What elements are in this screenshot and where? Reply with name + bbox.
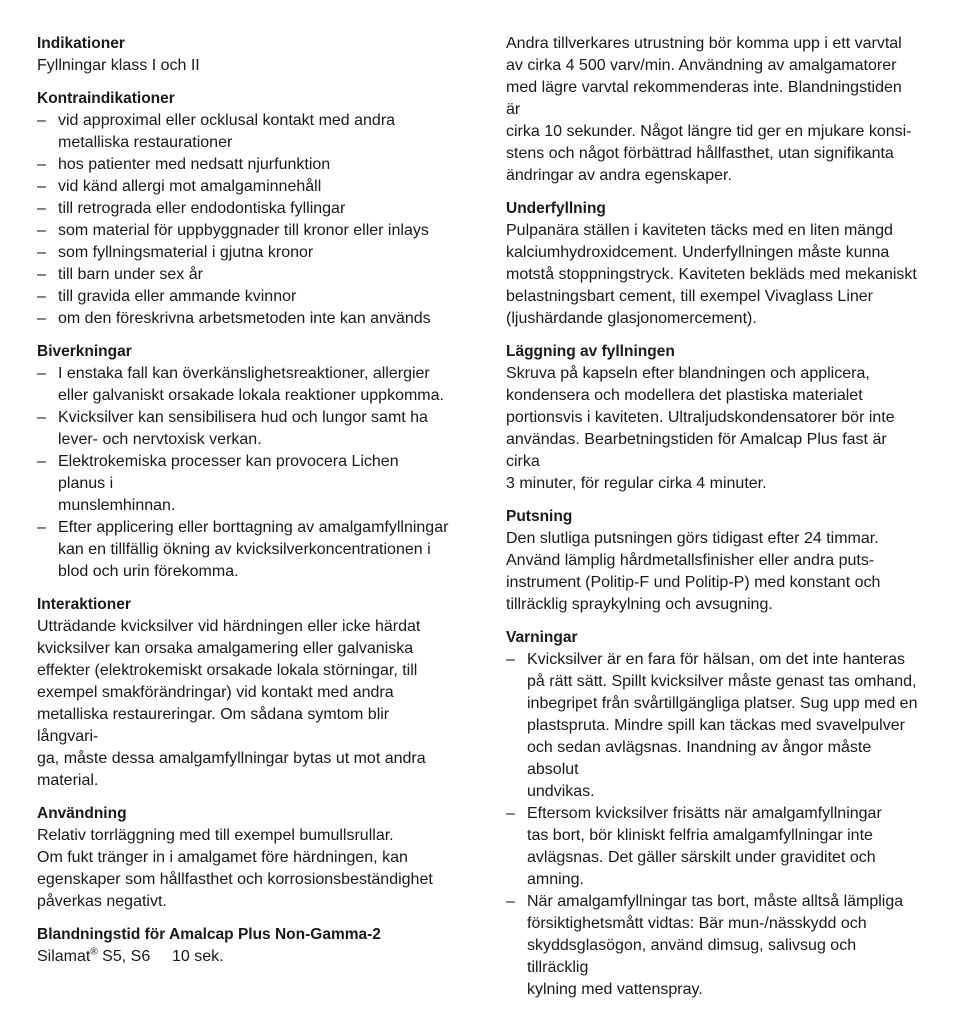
- list-item: – hos patienter med nedsatt njurfunktion: [37, 154, 449, 176]
- list-item: – Kvicksilver kan sensibilisera hud och lungor samt ha lever- och nervtoxisk verkan.: [37, 407, 449, 451]
- list-varningar: [506, 649, 918, 1001]
- section-underfyllning: [506, 198, 918, 330]
- list-item: – Kvicksilver är en fara för hälsan, om det inte hanteras på rätt sätt. Spillt kvicksilver måste genast tas omhand, inbegripet från svårtillgängliga platser. Sug upp med en plastspruta. Mindre spill kan täckas med svavelpulver och sedan avlägsnas. Inandning av ångor måste absolut undvikas.: [506, 649, 918, 803]
- mixing-time-value: 10 sek.: [172, 948, 224, 965]
- heading-varningar: Varningar: [506, 629, 578, 646]
- text-laggning: Skruva på kapseln efter blandningen och applicera, kondensera och modellera det plastiska materialet portionsvis i kaviteten. Ultraljudskondensatorer bör inte användas. Bearbetningstiden för Amalcap Plus fast är cirka 3 minuter, för regular cirka 4 minuter.: [506, 365, 895, 492]
- section-kontraindikationer: [37, 88, 449, 330]
- list-item: – I enstaka fall kan överkänslighetsreaktioner, allergier eller galvaniskt orsakade lokala reaktioner uppkomma.: [37, 363, 449, 407]
- section-biverkningar: [37, 341, 449, 583]
- heading-kontraindikationer: Kontraindikationer: [37, 90, 175, 107]
- right-column: [506, 33, 918, 1012]
- heading-biverkningar: Biverkningar: [37, 343, 132, 360]
- list-item: – till retrograda eller endodontiska fyllingar: [37, 198, 449, 220]
- heading-anvandning: Användning: [37, 805, 127, 822]
- list-kontraindikationer: [37, 110, 449, 330]
- section-interaktioner: [37, 594, 449, 792]
- list-item: – Elektrokemiska processer kan provocera Lichen planus i munslemhinnan.: [37, 451, 449, 517]
- mixer-models: S5, S6: [97, 948, 151, 965]
- text-putsning: Den slutliga putsningen görs tidigast efter 24 timmar. Använd lämplig hårdmetallsfinisher eller andra puts- instrument (Politip-F und Politip-P) med konstant och tillräcklig spraykylning och avsugning.: [506, 530, 881, 613]
- list-item: – som fyllningsmaterial i gjutna kronor: [37, 242, 449, 264]
- list-item: – som material för uppbyggnader till kronor eller inlays: [37, 220, 449, 242]
- list-item: – vid approximal eller ocklusal kontakt med andra metalliska restaurationer: [37, 110, 449, 154]
- heading-putsning: Putsning: [506, 508, 573, 525]
- heading-indikationer: Indikationer: [37, 35, 125, 52]
- text-interaktioner: Utträdande kvicksilver vid härdningen eller icke härdat kvicksilver kan orsaka amalgamering eller galvaniska effekter (elektrokemiskt orsakade lokala störningar, till exempel smakförändringar) vid kontakt med andra metalliska restaureringar. Om sådana symtom blir långvari- ga, måste dessa amalgamfyllningar bytas ut mot andra material.: [37, 618, 426, 789]
- list-item: – om den föreskrivna arbetsmetoden inte kan används: [37, 308, 449, 330]
- left-column: [37, 33, 449, 979]
- registered-mark: ®: [90, 946, 98, 958]
- list-biverkningar: [37, 363, 449, 583]
- list-item: – Efter applicering eller borttagning av amalgamfyllningar kan en tillfällig ökning av kvicksilverkoncentrationen i blod och urin förekomma.: [37, 517, 449, 583]
- text-indikationer: Fyllningar klass I och II: [37, 57, 200, 74]
- heading-blandningstid: Blandningstid för Amalcap Plus Non-Gamma-2: [37, 926, 381, 943]
- list-item: – till gravida eller ammande kvinnor: [37, 286, 449, 308]
- text-anvandning: Relativ torrläggning med till exempel bumullsrullar. Om fukt tränger in i amalgamet före härdningen, kan egenskaper som hållfasthet och korrosionsbeständighet påverkas negativt.: [37, 827, 433, 910]
- section-indikationer: [37, 33, 449, 77]
- list-item: – Eftersom kvicksilver frisätts när amalgamfyllningar tas bort, bör kliniskt felfria amalgamfyllningar inte avlägsnas. Det gäller särskilt under graviditet och amning.: [506, 803, 918, 891]
- section-varningar: [506, 627, 918, 1001]
- heading-underfyllning: Underfyllning: [506, 200, 606, 217]
- text-underfyllning: Pulpanära ställen i kaviteten täcks med en liten mängd kalciumhydroxidcement. Underfyllningen måste kunna motstå stoppningstryck. Kaviteten bekläds med mekaniskt belastningsbart cement, till exempel Vivaglass Liner (ljushärdande glasjonomercement).: [506, 222, 917, 327]
- mixer-brand: Silamat: [37, 948, 91, 965]
- heading-interaktioner: Interaktioner: [37, 596, 131, 613]
- section-anvandning: [37, 803, 449, 913]
- section-blandningstid: [37, 924, 449, 968]
- list-item: – till barn under sex år: [37, 264, 449, 286]
- section-putsning: [506, 506, 918, 616]
- section-intro: [506, 33, 918, 187]
- list-item: – vid känd allergi mot amalgaminnehåll: [37, 176, 449, 198]
- mixing-time-row: [37, 946, 449, 968]
- text-intro: Andra tillverkares utrustning bör komma upp i ett varvtal av cirka 4 500 varv/min. Användning av amalgamatorer med lägre varvtal rekommenderas inte. Blandningstiden är cirka 10 sekunder. Något längre tid ger en mjukare konsi- stens och något förbättrad hållfasthet, utan signifikanta ändringar av andra egenskaper.: [506, 35, 912, 184]
- section-laggning: [506, 341, 918, 495]
- list-item: – När amalgamfyllningar tas bort, måste alltså lämpliga försiktighetsmått vidtas: Bär mun-/nässkydd och skyddsglasögon, använd dimsug, salivsug och tillräcklig kylning med vattenspray.: [506, 891, 918, 1001]
- mixer-name: [37, 946, 172, 968]
- heading-laggning: Läggning av fyllningen: [506, 343, 675, 360]
